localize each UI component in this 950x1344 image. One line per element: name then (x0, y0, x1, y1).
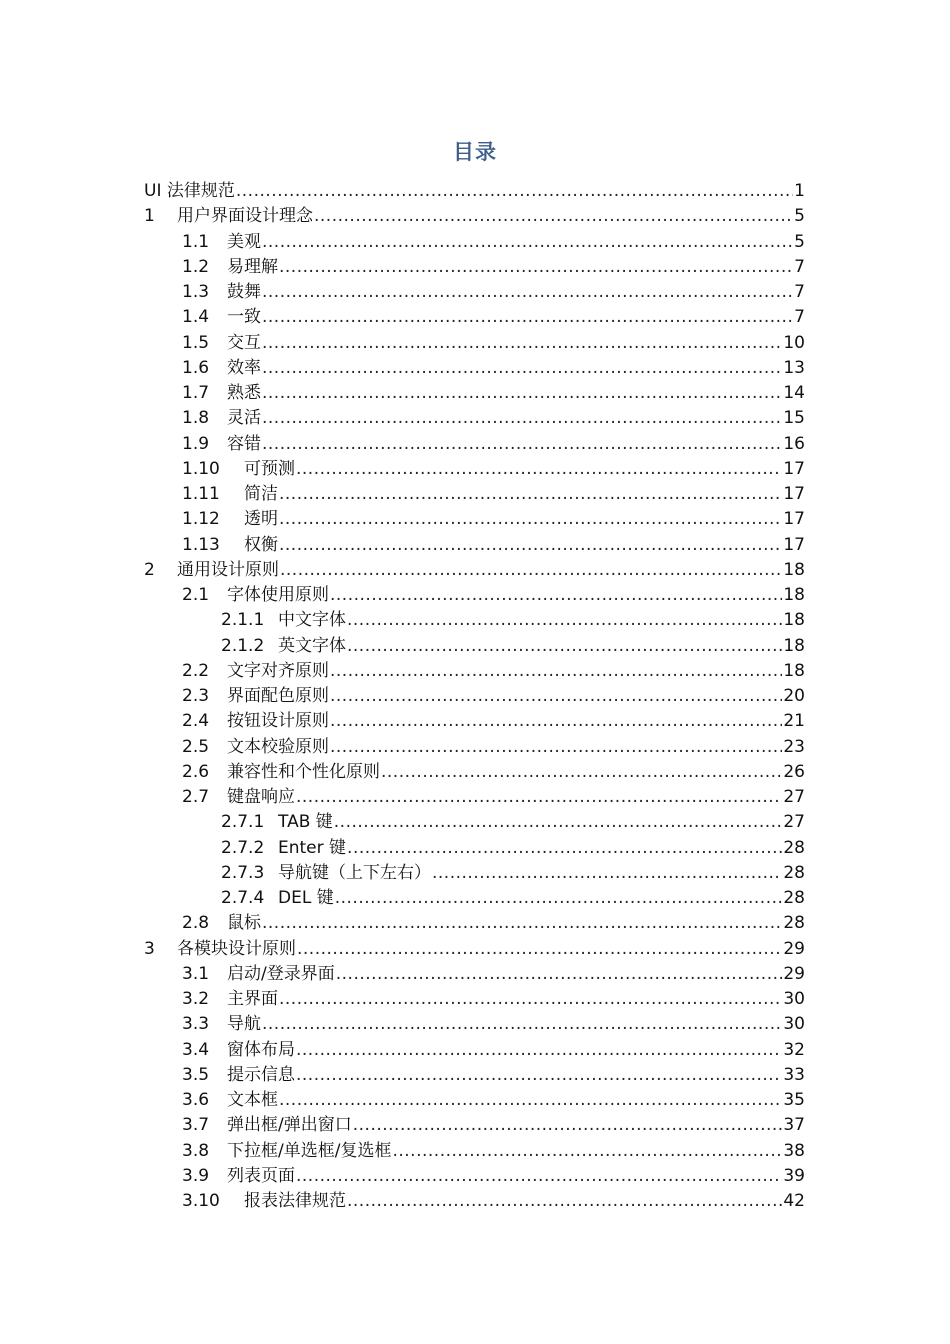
toc-entry[interactable] (182, 786, 805, 808)
toc-entry[interactable] (221, 862, 805, 884)
toc-entry-number: 1.1 (182, 231, 210, 252)
toc-entry-page: 7 (794, 256, 805, 277)
toc-entry-page: 28 (783, 913, 805, 934)
toc-entry-number: 1.9 (182, 433, 210, 454)
toc-entry[interactable] (144, 559, 805, 581)
toc-entry-number: 1.13 (182, 534, 220, 555)
toc-entry-number: 2.8 (182, 913, 210, 934)
toc-entry-page: 17 (783, 458, 805, 479)
toc-entry-title: 灵活 (227, 408, 261, 429)
toc-entry-page: 20 (783, 686, 805, 706)
toc-entry-title: 各模块设计原则 (177, 938, 296, 959)
toc-entry[interactable] (182, 685, 805, 707)
toc-dot-leader (330, 660, 782, 682)
toc-entry-number: 2.1 (182, 585, 210, 605)
toc-entry[interactable] (182, 458, 805, 480)
toc-dot-leader (279, 1089, 782, 1111)
toc-entry-page: 26 (783, 761, 805, 782)
toc-entry-page: 18 (783, 610, 805, 631)
toc-entry-number: 1.6 (182, 357, 210, 378)
toc-entry-title: 下拉框/单选框/复选框 (227, 1140, 392, 1161)
toc-entry-page: 17 (783, 509, 805, 530)
toc-entry-title: 用户界面设计理念 (177, 206, 313, 227)
toc-entry-page: 5 (794, 231, 805, 252)
toc-dot-leader (296, 1165, 782, 1187)
toc-entry[interactable] (182, 231, 805, 253)
toc-dot-leader (236, 180, 793, 202)
toc-dot-leader (279, 483, 782, 505)
toc-entry[interactable] (182, 1089, 805, 1111)
toc-dot-leader (262, 912, 782, 934)
toc-entry-number: 1.11 (182, 484, 220, 504)
toc-entry[interactable] (182, 281, 805, 303)
toc-dot-leader (262, 306, 793, 328)
toc-entry-number: 1.5 (182, 332, 210, 353)
toc-dot-leader (297, 938, 782, 960)
toc-entry[interactable] (182, 584, 805, 606)
toc-entry[interactable] (182, 407, 805, 429)
toc-dot-leader (330, 685, 782, 707)
toc-entry-page: 14 (783, 383, 805, 403)
toc-entry-title: 界面配色原则 (227, 686, 329, 706)
toc-entry-title: 字体使用原则 (227, 585, 329, 605)
toc-entry[interactable] (182, 433, 805, 455)
toc-entry-number: 2.7.3 (221, 862, 265, 883)
toc-entry-title: 中文字体 (278, 610, 346, 631)
toc-entry-title: 熟悉 (227, 383, 261, 403)
page-title: 目录 (453, 140, 497, 164)
toc-entry[interactable] (182, 382, 805, 404)
toc-entry[interactable] (182, 1064, 805, 1086)
toc-entry-number: 3.1 (182, 963, 210, 984)
toc-dot-leader (347, 1190, 782, 1212)
toc-entry-page: 21 (783, 711, 805, 732)
toc-dot-leader (279, 256, 793, 278)
toc-entry-page: 28 (783, 837, 805, 858)
toc-entry[interactable] (182, 1140, 805, 1162)
toc-dot-leader (336, 963, 783, 985)
toc-entry-number: 2.5 (182, 736, 210, 757)
toc-dot-leader (296, 1039, 782, 1061)
toc-entry-page: 23 (783, 736, 805, 757)
toc-entry-number: 2.4 (182, 711, 210, 732)
toc-dot-leader (262, 407, 782, 429)
toc-entry-page: 18 (783, 559, 805, 580)
toc-entry-number: 3.2 (182, 989, 210, 1009)
toc-entry[interactable] (144, 180, 805, 202)
toc-dot-leader (314, 205, 793, 227)
toc-entry[interactable] (221, 609, 805, 631)
toc-dot-leader (347, 609, 782, 631)
toc-entry-title: Enter 键 (278, 837, 347, 858)
toc-entry[interactable] (182, 483, 805, 505)
toc-entry[interactable] (182, 963, 805, 985)
toc-entry-title: TAB 键 (278, 812, 333, 833)
toc-dot-leader (262, 1013, 782, 1035)
toc-dot-leader (347, 837, 782, 859)
toc-entry[interactable] (221, 887, 805, 909)
toc-dot-leader (279, 534, 782, 556)
toc-entry-title: 易理解 (227, 256, 278, 277)
toc-entry-title: 提示信息 (227, 1064, 295, 1085)
toc-entry[interactable] (182, 912, 805, 934)
toc-entry[interactable] (182, 761, 805, 783)
toc-dot-leader (392, 1140, 782, 1162)
toc-entry-number: 3.5 (182, 1064, 210, 1085)
toc-dot-leader (347, 635, 782, 657)
toc-entry[interactable] (182, 988, 805, 1010)
toc-entry-page: 28 (783, 888, 805, 908)
toc-entry-number: 3.10 (182, 1191, 220, 1211)
toc-dot-leader (262, 281, 793, 303)
toc-entry-number: 1.7 (182, 383, 210, 403)
toc-entry-title: 鼠标 (227, 913, 261, 934)
toc-entry-page: 32 (783, 1039, 805, 1060)
toc-entry-page: 7 (794, 307, 805, 328)
toc-entry[interactable] (221, 635, 805, 657)
toc-entry-title: 可预测 (244, 458, 295, 479)
toc-entry-title: DEL 键 (278, 888, 334, 908)
toc-entry-title: 文本校验原则 (227, 736, 329, 757)
toc-dot-leader (296, 786, 782, 808)
toc-entry-number: 2.7.1 (221, 812, 265, 833)
toc-entry-number: 1.4 (182, 307, 210, 328)
toc-dot-leader (330, 710, 782, 732)
toc-dot-leader (280, 559, 782, 581)
toc-entry[interactable] (182, 332, 805, 354)
toc-entry-title: 透明 (244, 509, 278, 530)
toc-entry-number: 3.7 (182, 1115, 210, 1136)
toc-entry-page: 5 (794, 206, 805, 227)
toc-entry-page: 28 (783, 862, 805, 883)
toc-entry-number: 2.7.2 (221, 837, 265, 858)
toc-entry[interactable] (182, 660, 805, 682)
toc-entry-page: 39 (783, 1165, 805, 1186)
toc-entry-number: 3.3 (182, 1014, 210, 1035)
toc-entry-page: 42 (783, 1191, 805, 1211)
toc-entry-page: 30 (783, 1014, 805, 1035)
toc-entry-page: 18 (783, 585, 805, 605)
toc-entry-title: 容错 (227, 433, 261, 454)
toc-entry-title: 文本框 (227, 1090, 278, 1110)
toc-entry[interactable] (221, 837, 805, 859)
toc-dot-leader (335, 887, 783, 909)
toc-entry[interactable] (182, 534, 805, 556)
toc-dot-leader (432, 862, 782, 884)
toc-entry-title: 键盘响应 (227, 787, 295, 807)
toc-entry-number: 2.6 (182, 761, 210, 782)
toc-entry-page: 7 (794, 282, 805, 302)
toc-entry[interactable] (182, 1114, 805, 1136)
toc-entry-title: 鼓舞 (227, 282, 261, 302)
toc-entry-title: 主界面 (227, 989, 278, 1009)
toc-entry[interactable] (221, 811, 805, 833)
toc-entry-title: 弹出框/弹出窗口 (227, 1115, 352, 1136)
toc-entry-number: 1.3 (182, 282, 210, 302)
toc-dot-leader (279, 508, 782, 530)
toc-dot-leader (330, 584, 782, 606)
toc-entry[interactable] (144, 938, 805, 960)
toc-entry-page: 38 (783, 1140, 805, 1161)
toc-dot-leader (353, 1114, 783, 1136)
toc-entry[interactable] (182, 1013, 805, 1035)
toc-entry-page: 17 (783, 484, 805, 504)
toc-entry-title: 一致 (227, 307, 261, 328)
toc-entry-page: 1 (794, 181, 805, 201)
toc-entry-page: 35 (783, 1090, 805, 1110)
toc-dot-leader (334, 811, 783, 833)
toc-entry-number: 3.9 (182, 1165, 210, 1186)
toc-entry[interactable] (182, 256, 805, 278)
toc-entry-page: 27 (783, 812, 805, 833)
toc-entry-page: 18 (783, 635, 805, 656)
toc-entry[interactable] (182, 736, 805, 758)
toc-entry-title: 文字对齐原则 (227, 660, 329, 681)
toc-entry-number: 2.7 (182, 787, 210, 807)
toc-entry-title: 窗体布局 (227, 1039, 295, 1060)
toc-entry-number: 3.4 (182, 1039, 210, 1060)
toc-entry-title: 英文字体 (278, 635, 346, 656)
toc-entry-title: 权衡 (244, 534, 278, 555)
toc-entry-title: 简洁 (244, 484, 278, 504)
toc-entry[interactable] (182, 1165, 805, 1187)
toc-entry-page: 29 (783, 938, 805, 959)
toc-dot-leader (262, 332, 782, 354)
toc-entry-page: 33 (783, 1064, 805, 1085)
toc-entry[interactable] (182, 710, 805, 732)
toc-dot-leader (381, 761, 782, 783)
toc-entry[interactable] (182, 1190, 805, 1212)
toc-entry-title: 美观 (227, 231, 261, 252)
toc-dot-leader (262, 382, 782, 404)
toc-entry-number: 1.2 (182, 256, 210, 277)
toc-entry-title: 启动/登录界面 (227, 963, 335, 984)
toc-entry[interactable] (182, 306, 805, 328)
toc-entry-page: 27 (783, 787, 805, 807)
toc-entry-page: 37 (783, 1115, 805, 1136)
toc-dot-leader (262, 357, 782, 379)
toc-dot-leader (296, 1064, 782, 1086)
toc-entry-page: 30 (783, 989, 805, 1009)
toc-entry-number: 1.10 (182, 458, 220, 479)
toc-entry-page: 13 (783, 357, 805, 378)
toc-entry-number: 2.1.1 (221, 610, 265, 631)
toc-entry-number: 1.12 (182, 509, 220, 530)
toc-dot-leader (262, 433, 782, 455)
toc-entry[interactable] (182, 357, 805, 379)
toc-entry-number: 2.2 (182, 660, 210, 681)
toc-dot-leader (296, 458, 782, 480)
toc-dot-leader (279, 988, 782, 1010)
toc-entry-title: 效率 (227, 357, 261, 378)
toc-entry[interactable] (182, 508, 805, 530)
toc-entry-number: 2.1.2 (221, 635, 265, 656)
toc-entry-title: UI 法律规范 (144, 181, 235, 201)
toc-entry-number: 3.6 (182, 1090, 210, 1110)
toc-entry-number: 2.7.4 (221, 888, 265, 908)
toc-entry-title: 列表页面 (227, 1165, 295, 1186)
toc-entry-number: 1 (144, 206, 155, 227)
toc-entry-title: 报表法律规范 (244, 1191, 346, 1211)
toc-dot-leader (262, 231, 793, 253)
toc-dot-leader (330, 736, 782, 758)
toc-entry-page: 18 (783, 660, 805, 681)
toc-entry-title: 导航键（上下左右） (278, 862, 431, 883)
toc-entry-number: 1.8 (182, 408, 210, 429)
toc-entry[interactable] (144, 205, 805, 227)
toc-entry-number: 3 (144, 938, 155, 959)
toc-entry-page: 15 (783, 408, 805, 429)
toc-entry-page: 17 (783, 534, 805, 555)
toc-entry-title: 交互 (227, 332, 261, 353)
toc-entry-number: 2 (144, 559, 155, 580)
toc-entry-number: 2.3 (182, 686, 210, 706)
toc-entry-title: 按钮设计原则 (227, 711, 329, 732)
toc-entry-page: 16 (783, 433, 805, 454)
toc-entry[interactable] (182, 1039, 805, 1061)
toc-entry-page: 29 (783, 963, 805, 984)
toc-entry-title: 导航 (227, 1014, 261, 1035)
toc-entry-number: 3.8 (182, 1140, 210, 1161)
toc-entry-title: 兼容性和个性化原则 (227, 761, 380, 782)
toc-entry-title: 通用设计原则 (177, 559, 279, 580)
toc-entry-page: 10 (783, 332, 805, 353)
